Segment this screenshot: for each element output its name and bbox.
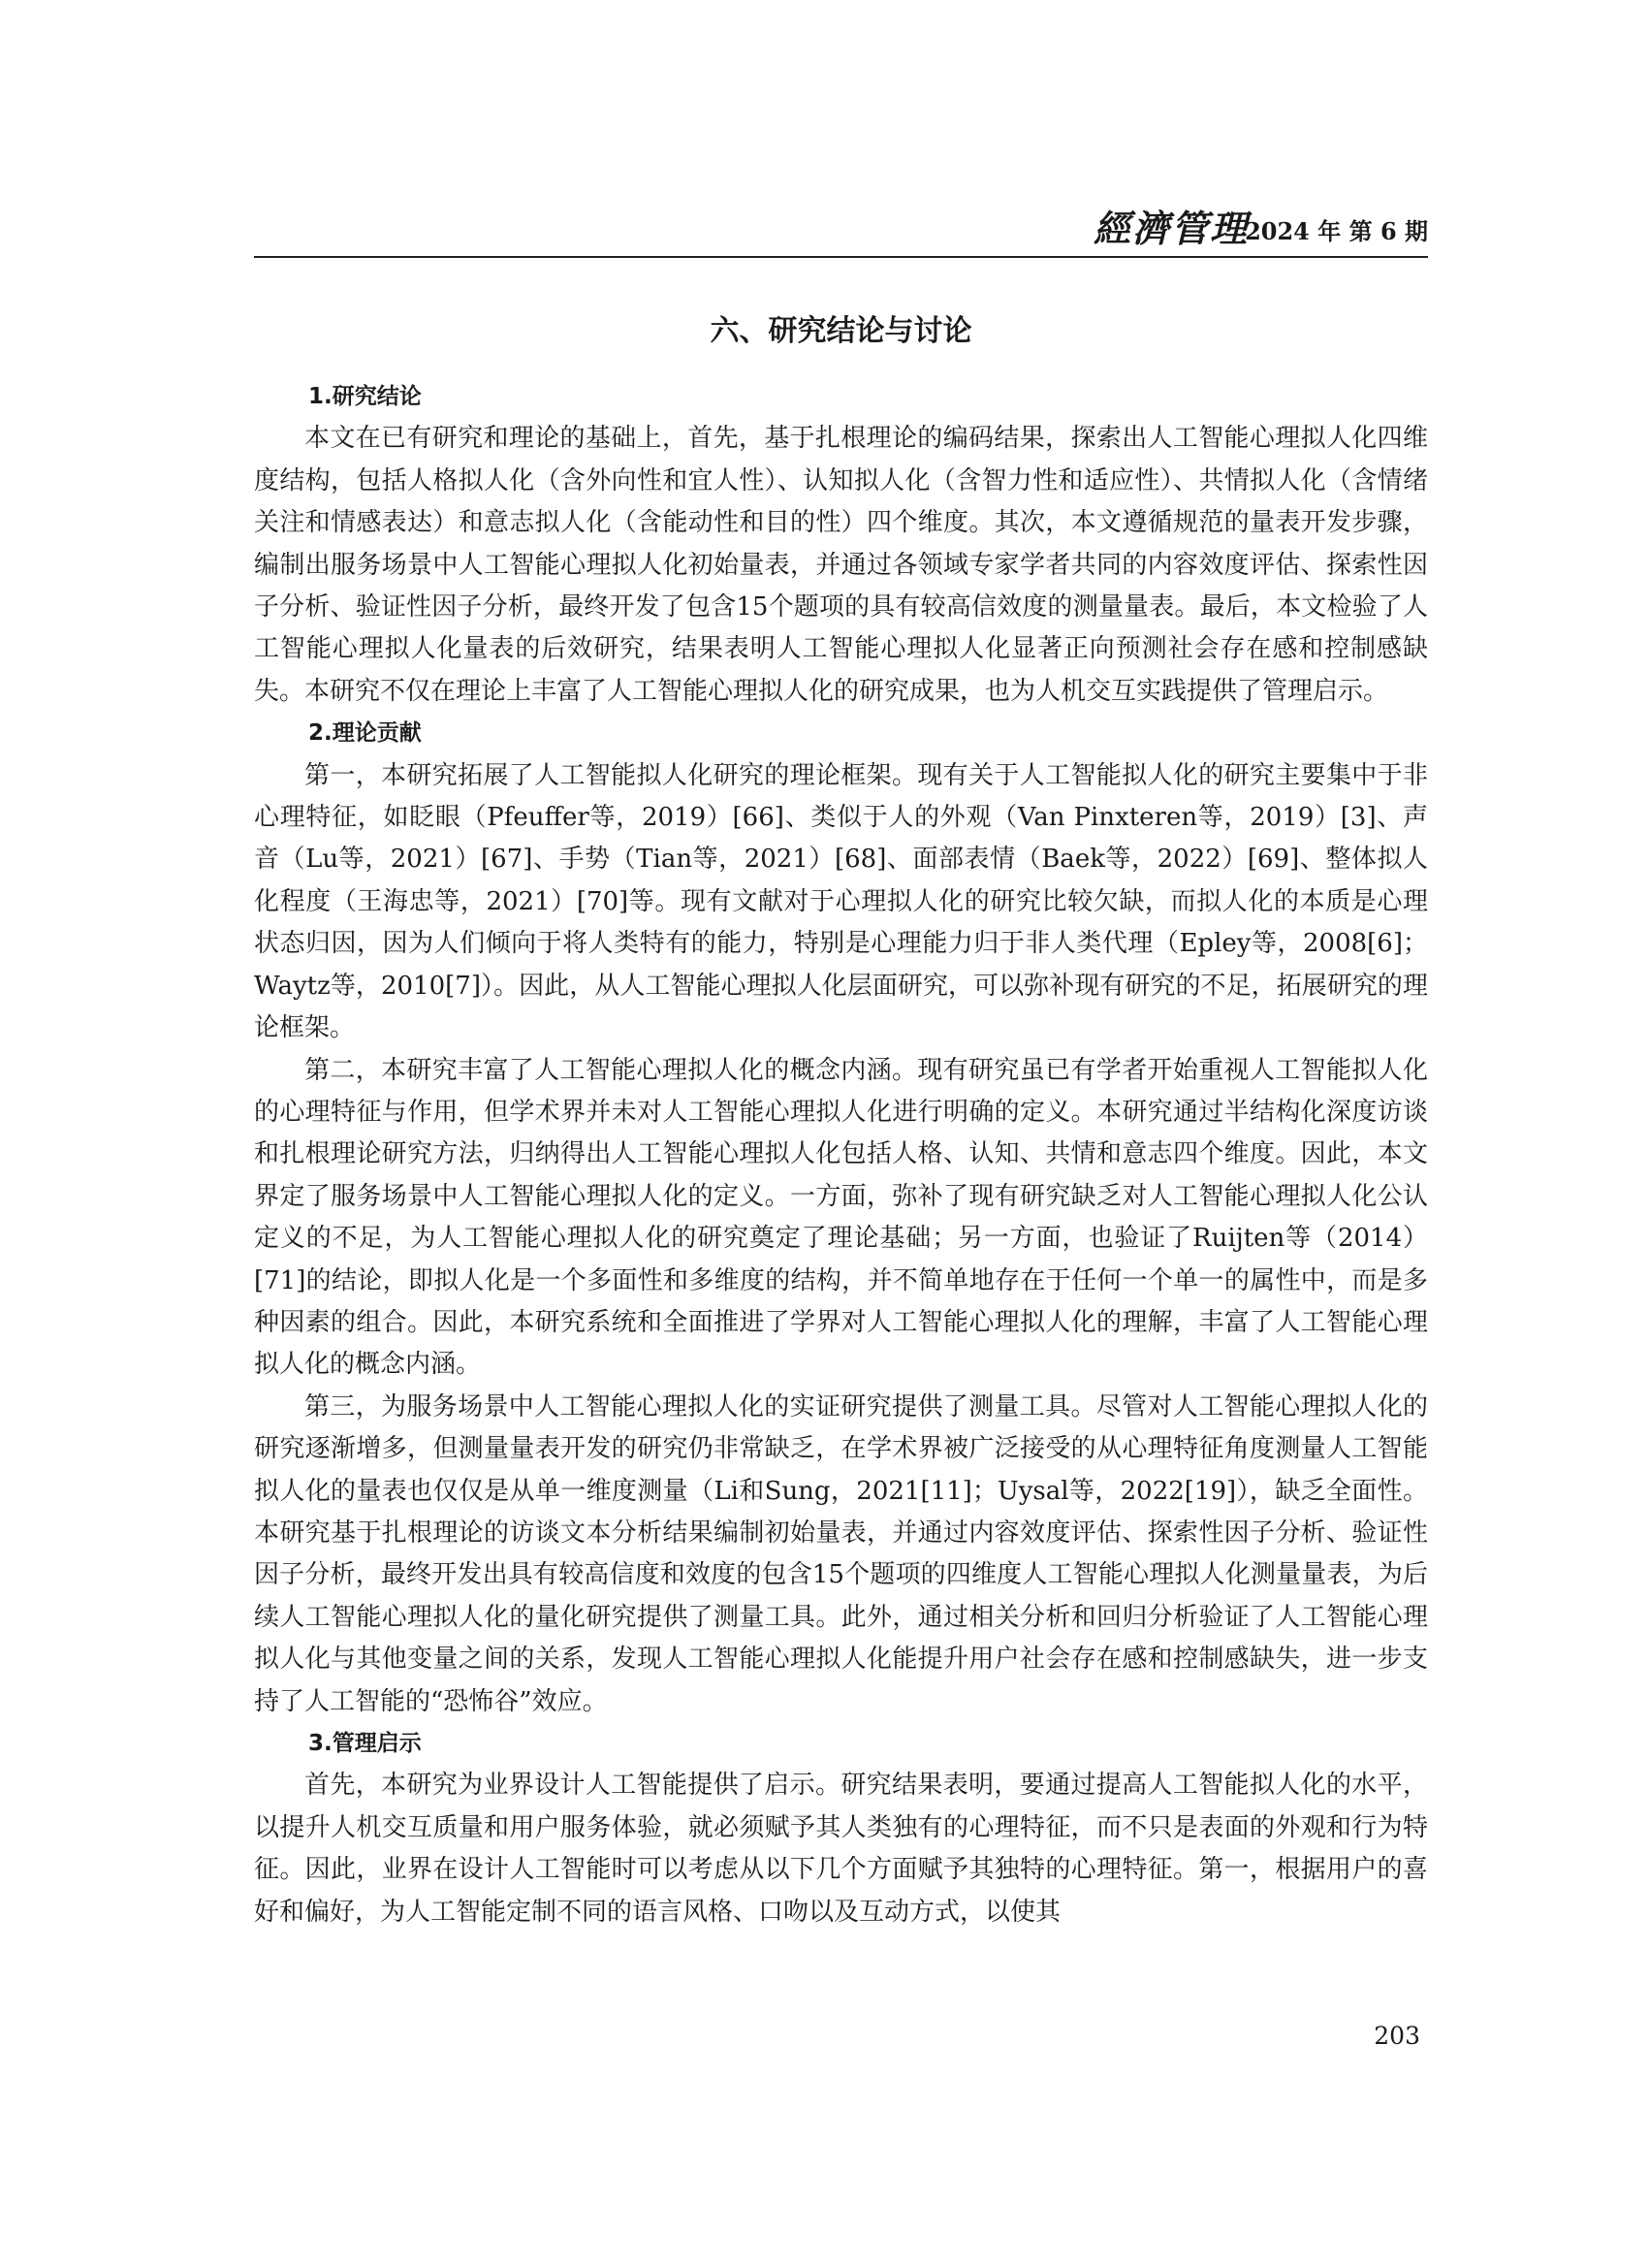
section-title: 六、研究结论与讨论 <box>710 314 972 348</box>
paragraph-theory-3: 第三，为服务场景中人工智能心理拟人化的实证研究提供了测量工具。尽管对人工智能心理拟人化的研究逐渐增多，但测量量表开发的研究仍非常缺乏，在学术界被广泛接受的从心理特征角度测量人工智能拟人化的量表也仅仅是从单一维度测量（Li和Sung，2021[11]；Uysal等，2022[19]），缺乏全面性。本研究基于扎根理论的访谈文本分析结果编制初始量表，并通过内容效度评估、探索性因子分析、验证性因子分析，最终开发出具有较高信度和效度的包含15个题项的四维度人工智能心理拟人化测量量表，为后续人工智能心理拟人化的量化研究提供了测量工具。此外，通过相关分析和回归分析验证了人工智能心理拟人化与其他变量之间的关系，发现人工智能心理拟人化能提升用户社会存在感和控制感缺失，进一步支持了人工智能的“恐怖谷”效应。 <box>254 1391 1428 1716</box>
article-body <box>254 376 1428 1933</box>
paragraph-conclusions: 本文在已有研究和理论的基础上，首先，基于扎根理论的编码结果，探索出人工智能心理拟人化四维度结构，包括人格拟人化（含外向性和宜人性）、认知拟人化（含智力性和适应性）、共情拟人化（含情绪关注和情感表达）和意志拟人化（含能动性和目的性）四个维度。其次，本文遵循规范的量表开发步骤，编制出服务场景中人工智能心理拟人化初始量表，并通过各领域专家学者共同的内容效度评估、探索性因子分析、验证性因子分析，最终开发了包含15个题项的具有较高信效度的测量量表。最后，本文检验了人工智能心理拟人化量表的后效研究，结果表明人工智能心理拟人化显著正向预测社会存在感和控制感缺失。本研究不仅在理论上丰富了人工智能心理拟人化的研究成果，也为人机交互实践提供了管理启示。 <box>254 424 1428 706</box>
paragraph-theory-1: 第一，本研究拓展了人工智能拟人化研究的理论框架。现有关于人工智能拟人化的研究主要集中于非心理特征，如眨眼（Pfeuffer等，2019）[66]、类似于人的外观（Van Pinxteren等，2019）[3]、声音（Lu等，2021）[67]、手势（Tian等，2021）[68]、面部表情（Baek等，2022）[69]、整体拟人化程度（王海忠等，2021）[70]等。现有文献对于心理拟人化的研究比较欠缺，而拟人化的本质是心理状态归因，因为人们倾向于将人类特有的能力，特别是心理能力归于非人类代理（Epley等，2008[6]；Waytz等，2010[7]）。因此，从人工智能心理拟人化层面研究，可以弥补现有研究的不足，拓展研究的理论框架。 <box>254 760 1428 1043</box>
subheading-management: 3.管理启示 <box>308 1731 422 1756</box>
running-header <box>254 206 1428 258</box>
page-number: 203 <box>1374 2022 1420 2050</box>
paragraph-theory-2: 第二，本研究丰富了人工智能心理拟人化的概念内涵。现有研究虽已有学者开始重视人工智能拟人化的心理特征与作用，但学术界并未对人工智能心理拟人化进行明确的定义。本研究通过半结构化深度访谈和扎根理论研究方法，归纳得出人工智能心理拟人化包括人格、认知、共情和意志四个维度。因此，本文界定了服务场景中人工智能心理拟人化的定义。一方面，弥补了现有研究缺乏对人工智能心理拟人化公认定义的不足，为人工智能心理拟人化的研究奠定了理论基础；另一方面，也验证了Ruijten等（2014）[71]的结论，即拟人化是一个多面性和多维度的结构，并不简单地存在于任何一个单一的属性中，而是多种因素的组合。因此，本研究系统和全面推进了学界对人工智能心理拟人化的理解，丰富了人工智能心理拟人化的概念内涵。 <box>254 1055 1428 1380</box>
journal-issue: 2024 年 第 6 期 <box>1245 217 1428 245</box>
subheading-theory: 2.理论贡献 <box>308 720 422 747</box>
subheading-conclusions: 1.研究结论 <box>308 384 422 409</box>
paragraph-management-1: 首先，本研究为业界设计人工智能提供了启示。研究结果表明，要通过提高人工智能拟人化的水平，以提升人机交互质量和用户服务体验，就必须赋予其人类独有的心理特征，而不只是表面的外观和行为特征。因此，业界在设计人工智能时可以考虑从以下几个方面赋予其独特的心理特征。第一，根据用户的喜好和偏好，为人工智能定制不同的语言风格、口吻以及互动方式，以使其 <box>254 1771 1428 1927</box>
journal-name: 經濟管理 <box>1093 207 1249 250</box>
